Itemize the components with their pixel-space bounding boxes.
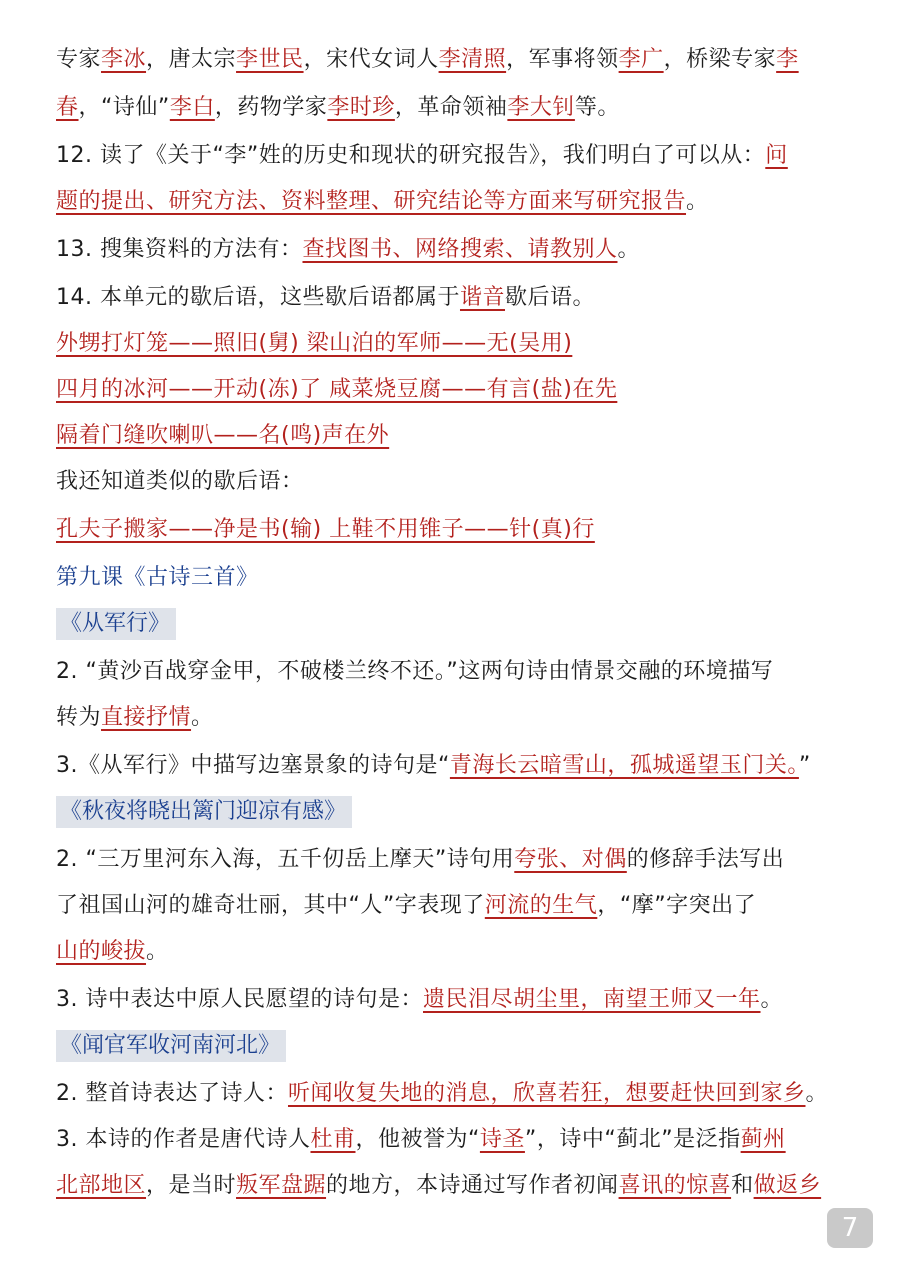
plain-text: 了祖国山河的雄奇壮丽，其中“人”字表现了 xyxy=(56,893,485,918)
plain-text: 我还知道类似的歇后语： xyxy=(56,469,304,494)
plain-text: 14. 本单元的歇后语，这些歇后语都属于 xyxy=(56,285,460,310)
plain-text: 13. 搜集资料的方法有： xyxy=(56,237,303,262)
text-line xyxy=(56,844,865,876)
answer-text: 夸张、对偶 xyxy=(514,847,627,872)
text-line xyxy=(56,656,865,688)
answer-text: 喜讯的惊喜 xyxy=(618,1173,732,1198)
text-line xyxy=(56,750,865,782)
answer-text: 外甥打灯笼——照旧(舅) 梁山泊的军师——无(吴用) xyxy=(56,331,573,356)
page-number-badge: 7 xyxy=(827,1208,873,1248)
answer-text: 听闻收复失地的消息，欣喜若狂，想要赶快回到家乡 xyxy=(287,1081,806,1106)
answer-text: 孔夫子搬家——净是书(输) 上鞋不用锥子——针(真)行 xyxy=(56,517,595,542)
text-line xyxy=(56,374,865,406)
answer-text: 杜甫 xyxy=(310,1127,356,1152)
plain-text: 。 xyxy=(191,705,214,730)
plain-text: 《闻官军收河南河北》 xyxy=(60,1033,281,1058)
plain-text: ，桥梁专家 xyxy=(663,47,777,72)
plain-text: 2. 整首诗表达了诗人： xyxy=(56,1081,288,1106)
answer-text: 蓟州 xyxy=(740,1127,786,1152)
plain-text: ，他被誉为“ xyxy=(355,1127,480,1152)
poem-title-tag xyxy=(56,796,352,828)
plain-text: 3. 诗中表达中原人民愿望的诗句是： xyxy=(56,987,423,1012)
text-line xyxy=(56,936,865,968)
text-line xyxy=(56,1124,865,1156)
plain-text: ，药物学家 xyxy=(214,95,328,120)
answer-text: 李清照 xyxy=(438,47,507,72)
plain-text: 等。 xyxy=(574,95,620,120)
plain-text: ”，诗中“蓟北”是泛指 xyxy=(524,1127,741,1152)
plain-text: 。 xyxy=(760,987,784,1012)
answer-text: 李冰 xyxy=(101,47,147,72)
answer-text: 叛军盘踞 xyxy=(236,1173,327,1198)
plain-text: 。 xyxy=(686,189,709,214)
plain-text: 。 xyxy=(146,939,169,964)
answer-text: 问 xyxy=(765,143,788,168)
plain-text: ，唐太宗 xyxy=(146,47,237,72)
poem-title-tag xyxy=(56,1030,286,1062)
plain-text: 的地方，本诗通过写作者初闻 xyxy=(326,1173,619,1198)
plain-text: 歇后语。 xyxy=(505,285,596,310)
plain-text: ，军事将领 xyxy=(506,47,619,72)
answer-text: 北部地区 xyxy=(56,1173,147,1198)
answer-text: 遗民泪尽胡尘里，南望王师又一年 xyxy=(423,987,761,1012)
text-line xyxy=(56,514,865,546)
answer-text: 山的峻拔 xyxy=(56,939,147,964)
plain-text: ，“摩”字突出了 xyxy=(597,893,757,918)
answer-text: 李时珍 xyxy=(327,95,395,120)
poem-title-tag xyxy=(56,608,176,640)
plain-text: 12. 读了《关于“李”姓的历史和现状的研究报告》，我们明白了可以从： xyxy=(56,143,766,168)
text-line xyxy=(56,702,865,734)
plain-text: ” xyxy=(798,753,811,778)
answer-text: 河流的生气 xyxy=(484,893,598,918)
answer-text: 诗圣 xyxy=(479,1127,525,1152)
plain-text: 2. “三万里河东入海，五千仞岳上摩天”诗句用 xyxy=(56,847,515,872)
answer-text: 李广 xyxy=(618,47,664,72)
answer-text: 李白 xyxy=(169,95,215,120)
plain-text: 专家 xyxy=(56,47,102,72)
text-line xyxy=(56,328,865,360)
answer-text: 隔着门缝吹喇叭——名(鸣)声在外 xyxy=(56,423,390,448)
text-line xyxy=(56,282,865,314)
answer-text: 青海长云暗雪山，孤城遥望玉门关。 xyxy=(449,753,799,778)
answer-text: 谐音 xyxy=(459,285,505,310)
text-line xyxy=(56,140,865,172)
plain-text: ，是当时 xyxy=(146,1173,237,1198)
plain-text: 第九课《古诗三首》 xyxy=(56,565,259,590)
plain-text: 转为 xyxy=(56,705,102,730)
answer-text: 做返乡 xyxy=(753,1173,822,1198)
plain-text: 3. 本诗的作者是唐代诗人 xyxy=(56,1127,311,1152)
answer-text: 李大钊 xyxy=(507,95,575,120)
text-line xyxy=(56,234,865,266)
answer-text: 四月的冰河——开动(冻)了 咸菜烧豆腐——有言(盐)在先 xyxy=(56,377,618,402)
answer-text: 题的提出、研究方法、资料整理、研究结论等方面来写研究报告 xyxy=(56,189,687,214)
lesson-heading xyxy=(56,562,865,594)
answer-text: 查找图书、网络搜索、请教别人 xyxy=(302,237,618,262)
plain-text: ，宋代女词人 xyxy=(303,47,439,72)
answer-text: 直接抒情 xyxy=(101,705,192,730)
plain-text: ，革命领袖 xyxy=(394,95,508,120)
plain-text: 的修辞手法写出 xyxy=(626,847,785,872)
text-line xyxy=(56,92,865,124)
plain-text: ，“诗仙” xyxy=(78,95,170,120)
answer-text: 李 xyxy=(776,47,799,72)
plain-text: 和 xyxy=(731,1173,754,1198)
text-line xyxy=(56,984,865,1016)
plain-text: 《从军行》 xyxy=(60,611,171,636)
answer-text: 春 xyxy=(56,95,79,120)
answer-text: 李世民 xyxy=(236,47,304,72)
text-line xyxy=(56,890,865,922)
plain-text: 《秋夜将晓出篱门迎凉有感》 xyxy=(60,799,347,824)
plain-text: 。 xyxy=(617,237,641,262)
text-line xyxy=(56,44,865,76)
text-line xyxy=(56,466,865,498)
plain-text: 2. “黄沙百战穿金甲，不破楼兰终不还。”这两句诗由情景交融的环境描写 xyxy=(56,659,774,684)
text-line xyxy=(56,1170,865,1202)
plain-text: 。 xyxy=(805,1081,829,1106)
text-line xyxy=(56,420,865,452)
plain-text: 3.《从军行》中描写边塞景象的诗句是“ xyxy=(56,753,450,778)
text-line xyxy=(56,1078,865,1110)
text-line xyxy=(56,186,865,218)
